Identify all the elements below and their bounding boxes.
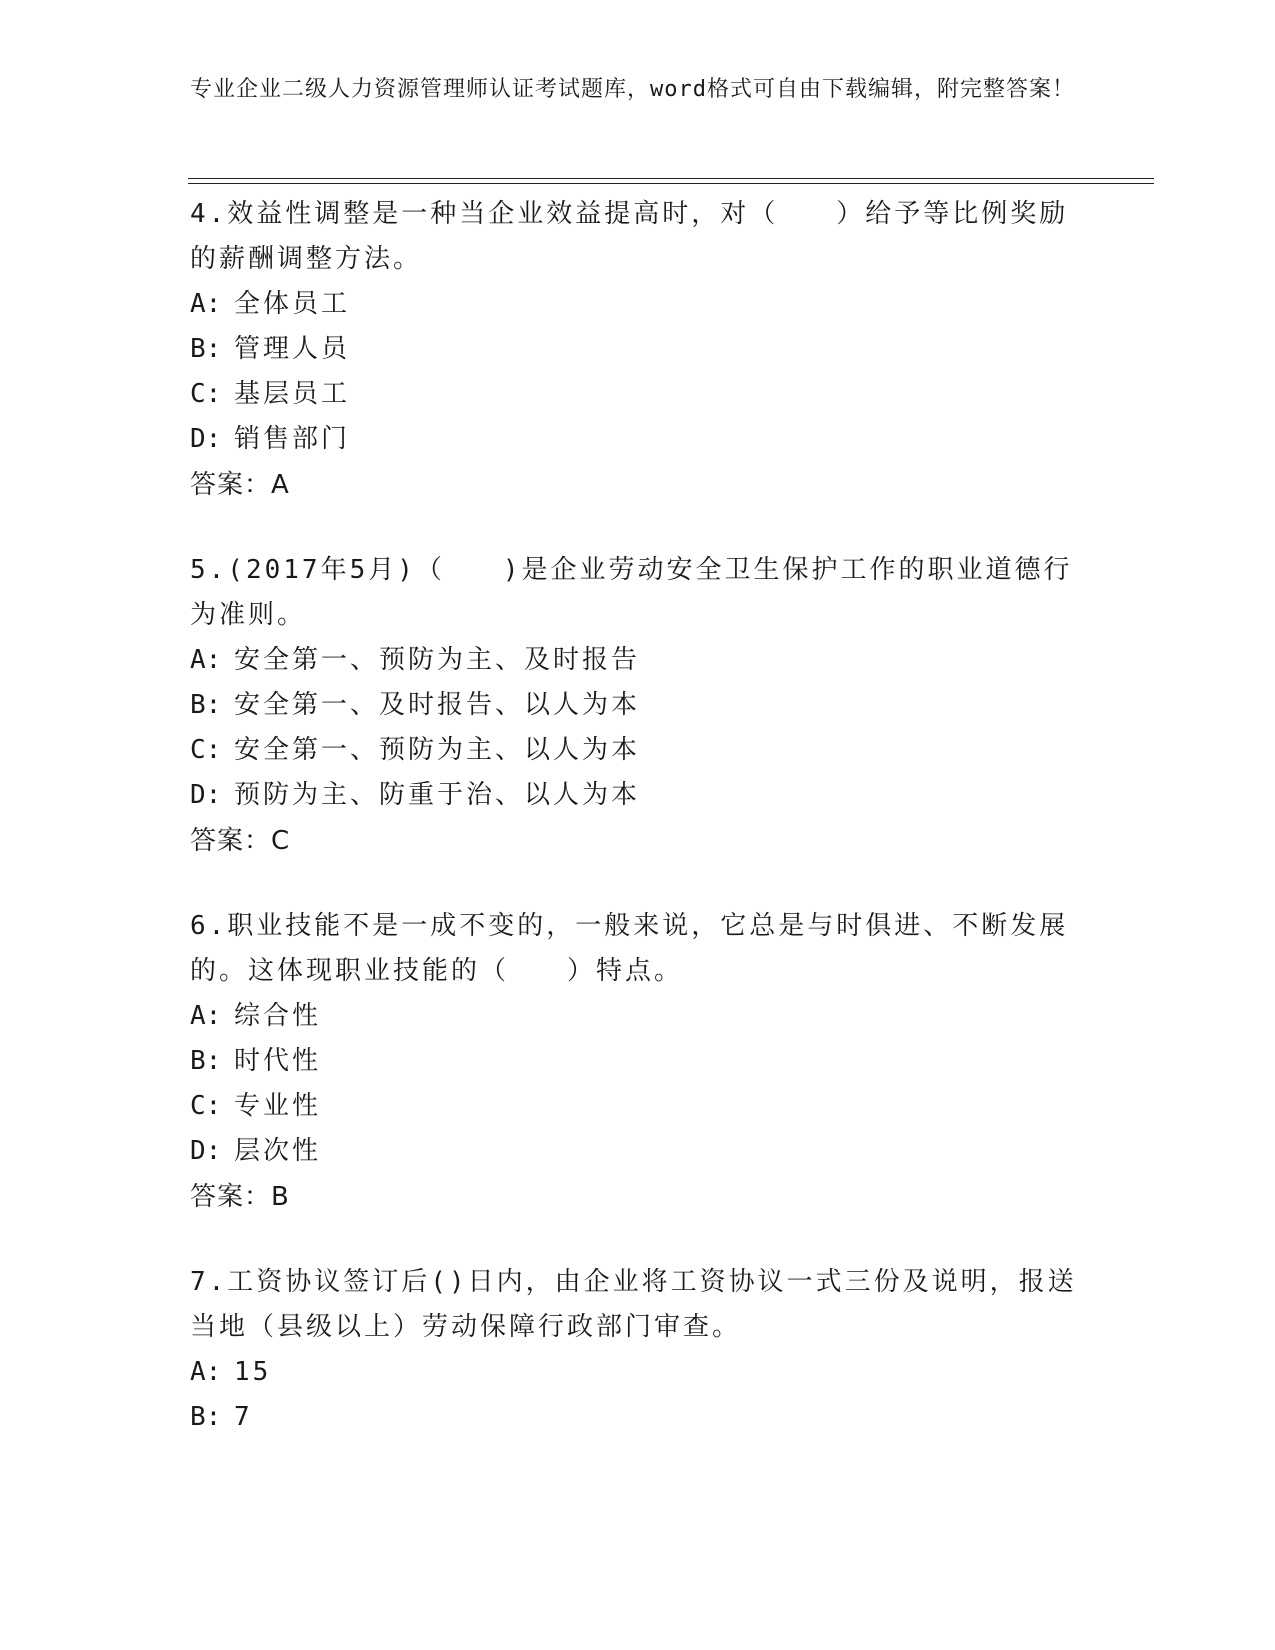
option-letter: C: xyxy=(190,735,222,765)
option-b xyxy=(190,683,1090,728)
option-letter: D: xyxy=(190,424,222,454)
question-7 xyxy=(190,1260,1090,1440)
header-divider-top xyxy=(188,178,1154,179)
question-stem: 7.工资协议签订后()日内，由企业将工资协议一式三份及说明，报送当地（县级以上）劳动保障行政部门审查。 xyxy=(190,1267,1077,1342)
question-stem: 4.效益性调整是一种当企业效益提高时，对（ ）给予等比例奖励的薪酬调整方法。 xyxy=(190,199,1069,274)
header-divider-bottom xyxy=(188,183,1154,184)
option-letter: A: xyxy=(190,1357,222,1387)
option-c xyxy=(190,728,1090,773)
option-d xyxy=(190,773,1090,818)
answer-line: 答案：C xyxy=(190,826,291,856)
option-text: 全体员工 xyxy=(234,289,351,319)
option-c xyxy=(190,1084,1090,1129)
option-text: 15 xyxy=(234,1357,272,1387)
option-b xyxy=(190,1039,1090,1084)
option-d xyxy=(190,1129,1090,1174)
option-text: 安全第一、预防为主、及时报告 xyxy=(234,645,641,675)
option-text: 7 xyxy=(234,1402,253,1432)
option-text: 层次性 xyxy=(234,1136,322,1166)
header-text: 专业企业二级人力资源管理师认证考试题库，word格式可自由下载编辑，附完整答案！ xyxy=(190,77,1075,102)
option-letter: A: xyxy=(190,289,222,319)
question-stem: 5.(2017年5月)（ )是企业劳动安全卫生保护工作的职业道德行为准则。 xyxy=(190,555,1073,630)
option-letter: C: xyxy=(190,1091,222,1121)
question-4 xyxy=(190,192,1090,508)
option-text: 综合性 xyxy=(234,1001,322,1031)
option-text: 销售部门 xyxy=(234,424,351,454)
option-letter: C: xyxy=(190,379,222,409)
option-text: 基层员工 xyxy=(234,379,351,409)
answer-line: 答案：B xyxy=(190,1182,290,1212)
option-a xyxy=(190,994,1090,1039)
question-list xyxy=(190,192,1090,1480)
option-c xyxy=(190,372,1090,417)
option-letter: B: xyxy=(190,1046,222,1076)
option-a xyxy=(190,1350,1090,1395)
option-letter: A: xyxy=(190,1001,222,1031)
option-text: 时代性 xyxy=(234,1046,322,1076)
option-text: 安全第一、及时报告、以人为本 xyxy=(234,690,641,720)
question-stem: 6.职业技能不是一成不变的，一般来说，它总是与时俱进、不断发展的。这体现职业技能的（ ）特点。 xyxy=(190,911,1069,986)
option-text: 管理人员 xyxy=(234,334,351,364)
option-b xyxy=(190,1395,1090,1440)
option-text: 专业性 xyxy=(234,1091,322,1121)
option-d xyxy=(190,417,1090,462)
option-a xyxy=(190,282,1090,327)
option-letter: D: xyxy=(190,780,222,810)
option-letter: B: xyxy=(190,690,222,720)
option-a xyxy=(190,638,1090,683)
option-b xyxy=(190,327,1090,372)
option-letter: B: xyxy=(190,1402,222,1432)
option-letter: D: xyxy=(190,1136,222,1166)
question-6 xyxy=(190,904,1090,1220)
option-letter: A: xyxy=(190,645,222,675)
question-5 xyxy=(190,548,1090,864)
option-letter: B: xyxy=(190,334,222,364)
answer-line: 答案：A xyxy=(190,470,290,500)
option-text: 安全第一、预防为主、以人为本 xyxy=(234,735,641,765)
option-text: 预防为主、防重于治、以人为本 xyxy=(234,780,641,810)
